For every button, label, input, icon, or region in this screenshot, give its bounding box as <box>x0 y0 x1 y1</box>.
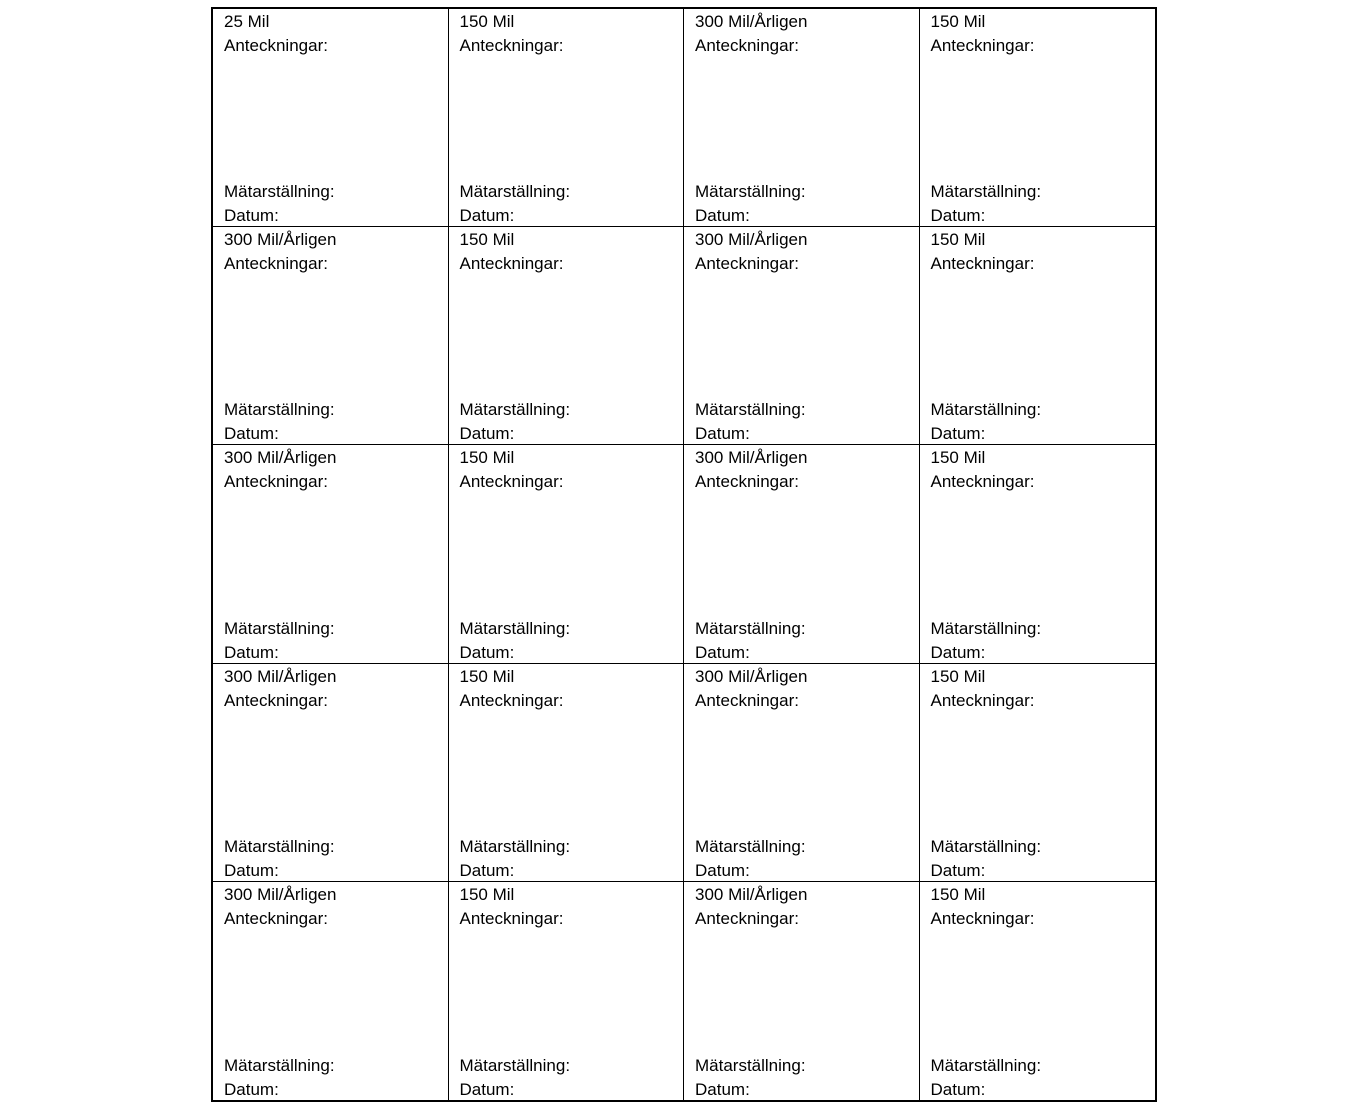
service-cell <box>920 227 1156 445</box>
service-interval: 150 Mil <box>459 12 515 31</box>
service-cell <box>684 664 920 882</box>
service-cell-footer <box>224 180 335 228</box>
date-label: Datum: <box>224 424 279 444</box>
odometer-label: Mätarställning: <box>930 400 1042 420</box>
date-label: Datum: <box>695 206 750 226</box>
odometer-label: Mätarställning: <box>695 1055 806 1075</box>
service-cell-header <box>931 228 1035 276</box>
notes-label: Anteckningar: <box>695 472 799 492</box>
service-cell-header <box>695 883 807 931</box>
odometer-label: Mätarställning: <box>224 400 335 420</box>
service-interval: 150 Mil <box>930 230 986 250</box>
service-cell-footer <box>695 835 806 883</box>
service-cell <box>213 227 449 445</box>
date-label: Datum: <box>459 860 515 880</box>
service-interval: 150 Mil <box>459 666 515 686</box>
service-interval: 150 Mil <box>459 448 515 468</box>
notes-label: Anteckningar: <box>695 36 799 55</box>
service-interval: 150 Mil <box>930 666 986 686</box>
service-interval: 150 Mil <box>930 884 986 904</box>
odometer-label: Mätarställning: <box>459 836 571 856</box>
notes-label: Anteckningar: <box>930 908 1035 928</box>
service-cell-footer <box>931 180 1042 228</box>
service-cell-header <box>460 665 564 713</box>
service-cell <box>449 882 685 1100</box>
service-interval: 300 Mil/Årligen <box>695 12 808 31</box>
service-cell-footer <box>460 617 571 665</box>
date-label: Datum: <box>930 424 986 444</box>
date-label: Datum: <box>695 424 750 444</box>
service-cell <box>684 445 920 663</box>
odometer-label: Mätarställning: <box>459 400 571 420</box>
service-cell-footer <box>695 617 806 665</box>
service-cell-footer <box>931 1054 1042 1102</box>
date-label: Datum: <box>459 206 515 226</box>
odometer-label: Mätarställning: <box>459 182 571 202</box>
notes-label: Anteckningar: <box>459 690 564 710</box>
notes-label: Anteckningar: <box>459 472 564 492</box>
service-cell <box>920 445 1156 663</box>
date-label: Datum: <box>930 206 986 226</box>
odometer-label: Mätarställning: <box>930 182 1042 202</box>
service-cell-header <box>931 10 1035 58</box>
odometer-label: Mätarställning: <box>930 836 1042 856</box>
date-label: Datum: <box>695 642 750 662</box>
service-interval: 300 Mil/Årligen <box>695 230 808 250</box>
service-interval: 300 Mil/Årligen <box>224 230 337 250</box>
service-interval: 300 Mil/Årligen <box>224 884 337 904</box>
odometer-label: Mätarställning: <box>224 1055 335 1075</box>
service-cell <box>449 664 685 882</box>
service-interval: 150 Mil <box>930 448 986 468</box>
service-interval: 300 Mil/Årligen <box>695 884 808 904</box>
service-cell-header <box>224 883 336 931</box>
service-cell <box>920 882 1156 1100</box>
service-interval: 150 Mil <box>930 12 986 31</box>
date-label: Datum: <box>224 860 279 880</box>
service-cell <box>449 227 685 445</box>
service-cell-header <box>224 10 328 58</box>
service-cell <box>213 664 449 882</box>
service-cell-header <box>931 446 1035 494</box>
service-cell <box>213 882 449 1100</box>
service-cell <box>684 882 920 1100</box>
date-label: Datum: <box>459 642 515 662</box>
notes-label: Anteckningar: <box>695 254 799 274</box>
notes-label: Anteckningar: <box>224 690 328 710</box>
odometer-label: Mätarställning: <box>695 836 806 856</box>
service-cell-footer <box>224 398 335 446</box>
date-label: Datum: <box>224 206 279 226</box>
notes-label: Anteckningar: <box>224 254 328 274</box>
odometer-label: Mätarställning: <box>459 1055 571 1075</box>
service-cell-header <box>695 228 807 276</box>
service-log-table <box>211 7 1157 1102</box>
odometer-label: Mätarställning: <box>930 1055 1042 1075</box>
odometer-label: Mätarställning: <box>224 182 335 202</box>
service-cell-header <box>460 883 564 931</box>
notes-label: Anteckningar: <box>930 36 1035 55</box>
service-cell-header <box>695 446 807 494</box>
notes-label: Anteckningar: <box>930 472 1035 492</box>
service-interval: 150 Mil <box>459 230 515 250</box>
service-cell-header <box>931 883 1035 931</box>
service-cell-footer <box>695 180 806 228</box>
service-cell-footer <box>695 398 806 446</box>
service-cell-footer <box>460 835 571 883</box>
notes-label: Anteckningar: <box>224 36 328 55</box>
odometer-label: Mätarställning: <box>695 618 806 638</box>
service-interval: 300 Mil/Årligen <box>224 666 337 686</box>
service-cell <box>920 9 1156 227</box>
service-interval: 300 Mil/Årligen <box>224 448 337 468</box>
odometer-label: Mätarställning: <box>695 182 806 202</box>
notes-label: Anteckningar: <box>459 254 564 274</box>
service-cell-header <box>460 228 564 276</box>
date-label: Datum: <box>224 1079 279 1099</box>
date-label: Datum: <box>930 642 986 662</box>
service-cell-header <box>460 446 564 494</box>
service-cell <box>449 9 685 227</box>
notes-label: Anteckningar: <box>224 472 328 492</box>
service-cell-header <box>695 10 807 58</box>
service-interval: 300 Mil/Årligen <box>695 666 808 686</box>
odometer-label: Mätarställning: <box>224 836 335 856</box>
service-cell-header <box>224 228 336 276</box>
service-cell-footer <box>931 835 1042 883</box>
date-label: Datum: <box>930 860 986 880</box>
notes-label: Anteckningar: <box>930 690 1035 710</box>
service-cell <box>213 9 449 227</box>
notes-label: Anteckningar: <box>695 908 799 928</box>
service-cell <box>920 664 1156 882</box>
service-cell <box>684 9 920 227</box>
odometer-label: Mätarställning: <box>930 618 1042 638</box>
date-label: Datum: <box>695 1079 750 1099</box>
date-label: Datum: <box>459 1079 515 1099</box>
service-interval: 300 Mil/Årligen <box>695 448 808 468</box>
service-cell <box>449 445 685 663</box>
service-cell-header <box>695 665 807 713</box>
date-label: Datum: <box>930 1079 986 1099</box>
notes-label: Anteckningar: <box>930 254 1035 274</box>
service-cell-footer <box>224 835 335 883</box>
date-label: Datum: <box>224 642 279 662</box>
notes-label: Anteckningar: <box>224 908 328 928</box>
service-cell <box>684 227 920 445</box>
service-cell-footer <box>460 180 571 228</box>
service-cell-footer <box>695 1054 806 1102</box>
service-cell-footer <box>931 398 1042 446</box>
service-cell-footer <box>224 617 335 665</box>
service-cell-footer <box>460 398 571 446</box>
service-cell-footer <box>460 1054 571 1102</box>
odometer-label: Mätarställning: <box>459 618 571 638</box>
notes-label: Anteckningar: <box>459 908 564 928</box>
notes-label: Anteckningar: <box>459 36 564 55</box>
service-cell-footer <box>224 1054 335 1102</box>
date-label: Datum: <box>459 424 515 444</box>
service-cell-footer <box>931 617 1042 665</box>
date-label: Datum: <box>695 860 750 880</box>
service-cell-header <box>460 10 564 58</box>
notes-label: Anteckningar: <box>695 690 799 710</box>
service-cell-header <box>224 665 336 713</box>
odometer-label: Mätarställning: <box>224 618 335 638</box>
service-cell <box>213 445 449 663</box>
odometer-label: Mätarställning: <box>695 400 806 420</box>
service-interval: 25 Mil <box>224 12 270 31</box>
service-cell-header <box>931 665 1035 713</box>
service-interval: 150 Mil <box>459 884 515 904</box>
service-cell-header <box>224 446 336 494</box>
